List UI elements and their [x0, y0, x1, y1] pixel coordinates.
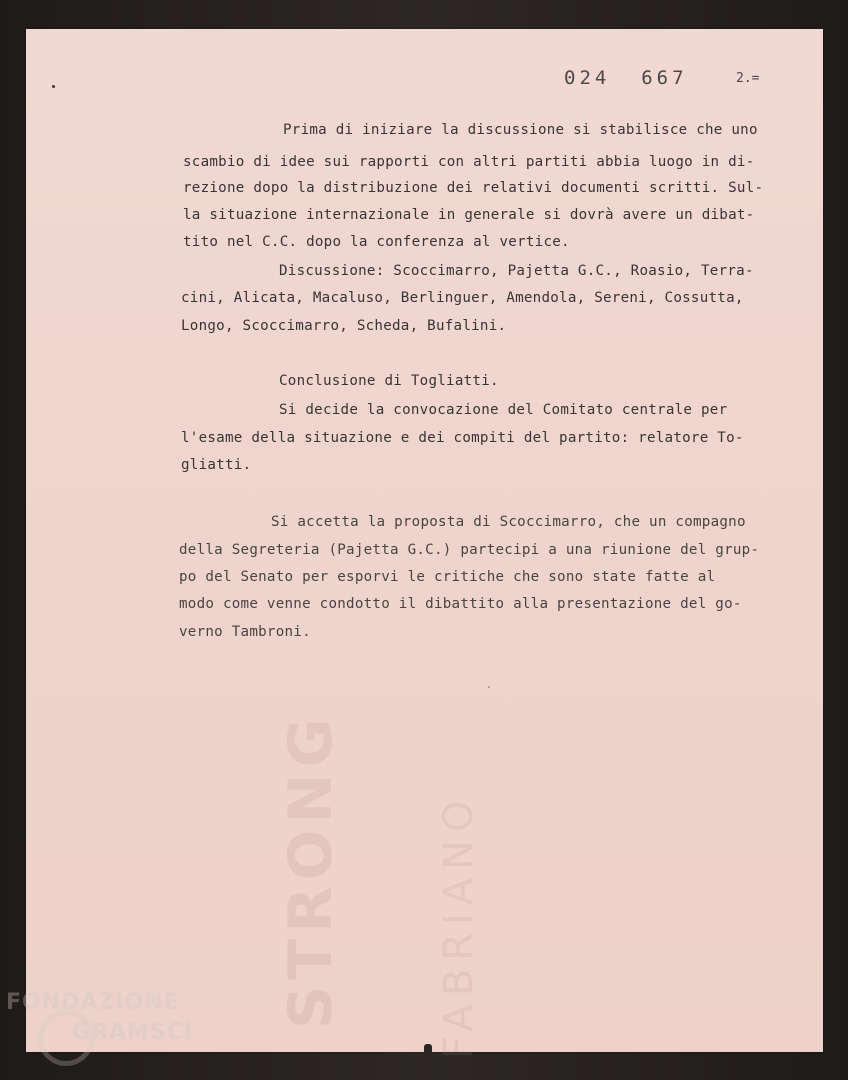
text-line: tito nel C.C. dopo la conferenza al vertice.: [183, 234, 570, 250]
text-line: Discussione: Scoccimarro, Pajetta G.C., Roasio, Terra-: [279, 263, 754, 279]
paper-speck: [488, 686, 490, 688]
logo-line-2: GRAMSCI: [72, 1020, 194, 1045]
text-line: gliatti.: [181, 457, 252, 473]
text-line: l'esame della situazione e dei compiti del partito: relatore To-: [181, 430, 744, 446]
logo-line-1: FONDAZIONE: [6, 990, 180, 1015]
paper-speck: [52, 85, 55, 88]
text-line: verno Tambroni.: [179, 624, 311, 640]
text-line: Si decide la convocazione del Comitato centrale per: [279, 402, 728, 418]
page-number: 2.=: [736, 71, 760, 86]
watermark-fabriano: FABRIANO: [436, 792, 482, 1059]
text-line: po del Senato per esporvi le critiche che sono state fatte al: [179, 569, 716, 585]
paper-notch: [424, 1044, 432, 1054]
text-line: Longo, Scoccimarro, Scheda, Bufalini.: [181, 318, 507, 334]
document-page: [26, 29, 823, 1059]
fondazione-gramsci-logo: [6, 990, 216, 1070]
watermark-strong: STRONG: [276, 712, 346, 1029]
text-line: scambio di idee sui rapporti con altri partiti abbia luogo in di-: [183, 154, 755, 170]
text-line: Si accetta la proposta di Scoccimarro, che un compagno: [271, 514, 746, 530]
text-line: cini, Alicata, Macaluso, Berlinguer, Amendola, Sereni, Cossutta,: [181, 290, 744, 306]
text-line: della Segreteria (Pajetta G.C.) partecipi a una riunione del grup-: [179, 542, 760, 558]
text-line: Prima di iniziare la discussione si stabilisce che uno: [283, 122, 758, 138]
text-line: Conclusione di Togliatti.: [279, 373, 499, 389]
archive-number: 024 667: [564, 67, 688, 89]
text-line: modo come venne condotto il dibattito alla presentazione del go-: [179, 596, 742, 612]
text-line: la situazione internazionale in generale si dovrà avere un dibat-: [183, 207, 755, 223]
text-line: rezione dopo la distribuzione dei relativi documenti scritti. Sul-: [183, 180, 764, 196]
